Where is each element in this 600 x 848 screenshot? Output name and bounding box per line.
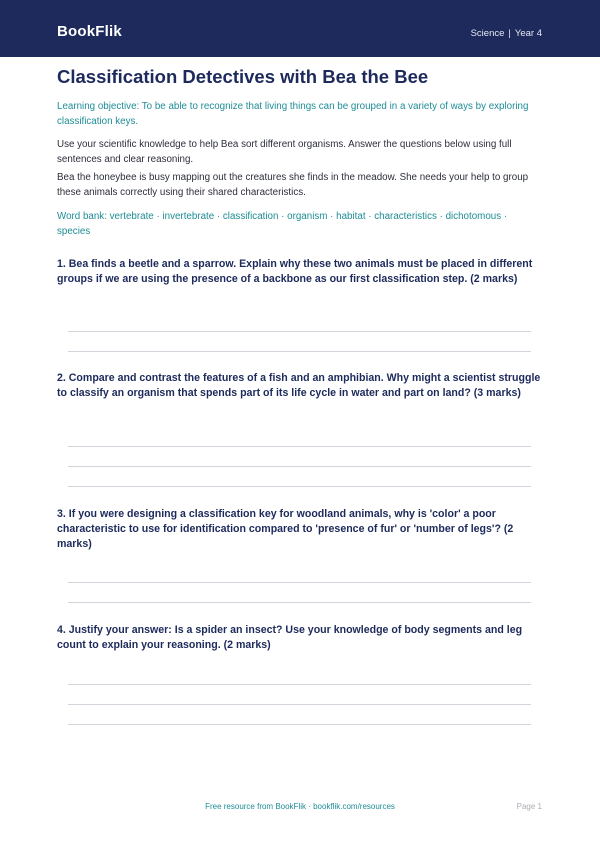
- learning-objective: Learning objective: To be able to recognize that living things can be grouped in a variety of ways by exploring classification keys.: [57, 101, 529, 127]
- word-bank: Word bank: vertebrate · invertebrate · classification · organism · habitat · characteristics · dichotomous · species: [57, 211, 508, 237]
- question-3: 3. If you were designing a classification key for woodland animals, why is 'color' a poor characteristic to use for identification compared to 'presence of fur' or 'number of legs'? (2 marks): [57, 508, 514, 550]
- worksheet-title: Classification Detectives with Bea the Bee: [57, 66, 429, 87]
- page-header: [0, 0, 600, 57]
- answer-line[interactable]: [68, 446, 531, 447]
- answer-line[interactable]: [68, 486, 531, 487]
- answer-line[interactable]: [68, 684, 531, 685]
- scenario-paragraph: Bea the honeybee is busy mapping out the creatures she finds in the meadow. She needs your help to group these animals correctly using their shared characteristics.: [57, 172, 529, 198]
- footer-credit: Free resource from BookFlik · bookflik.com/resources: [205, 802, 395, 811]
- question-1: 1. Bea finds a beetle and a sparrow. Explain why these two animals must be placed in different groups if we are using the presence of a backbone as our first classification step. (2 marks): [57, 258, 533, 285]
- meta-separator: |: [508, 28, 511, 39]
- question-4: 4. Justify your answer: Is a spider an insect? Use your knowledge of body segments and leg count to explain your reasoning. (2 marks): [57, 624, 523, 651]
- page-number: Page 1: [516, 802, 542, 811]
- subject-year: [471, 28, 542, 39]
- answer-line[interactable]: [68, 602, 531, 603]
- question-2: 2. Compare and contrast the features of a fish and an amphibian. Why might a scientist struggle to classify an organism that spends part of its life cycle in water and part on land? (3 marks): [57, 372, 541, 399]
- answer-line[interactable]: [68, 466, 531, 467]
- answer-line[interactable]: [68, 351, 531, 352]
- answer-line[interactable]: [68, 331, 531, 332]
- subject-label: Science: [470, 28, 505, 39]
- answer-line[interactable]: [68, 704, 531, 705]
- brand-logo: BookFlik: [57, 23, 122, 40]
- year-label: Year 4: [514, 28, 542, 39]
- answer-line[interactable]: [68, 724, 531, 725]
- instructions-paragraph: Use your scientific knowledge to help Bea sort different organisms. Answer the questions below using full sentences and clear reasoning.: [57, 139, 512, 165]
- answer-line[interactable]: [68, 582, 531, 583]
